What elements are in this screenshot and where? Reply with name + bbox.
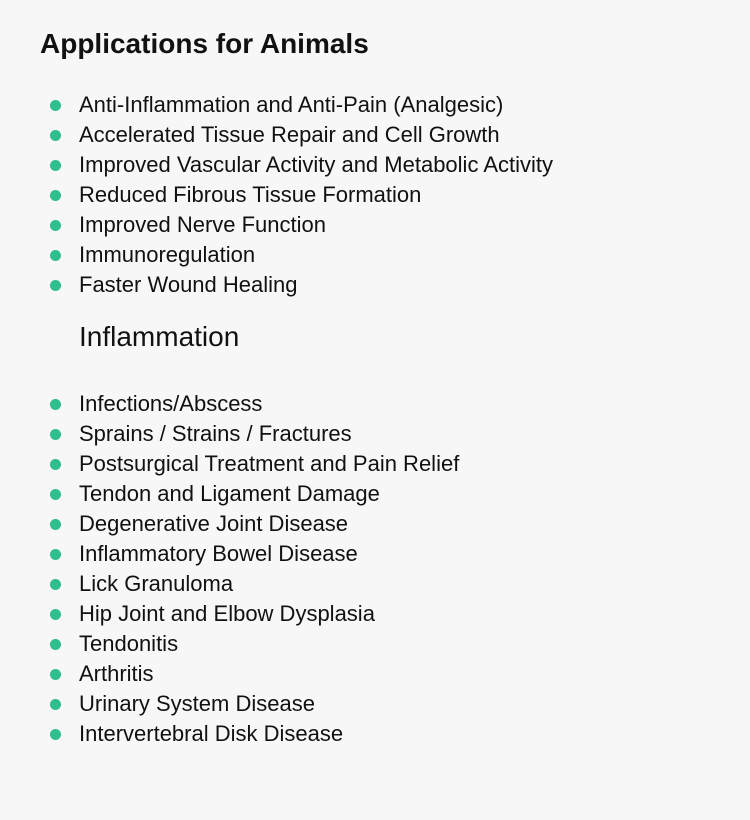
bullet-dot-icon [50, 130, 61, 141]
bullet-dot-icon [50, 250, 61, 261]
list-item-text: Infections/Abscess [79, 391, 263, 416]
list-item-text: Arthritis [79, 661, 154, 686]
list-item-text: Hip Joint and Elbow Dysplasia [79, 601, 375, 626]
list-item-text: Improved Nerve Function [79, 212, 326, 237]
bullet-dot-icon [50, 519, 61, 530]
list-item-text: Lick Granuloma [79, 571, 234, 596]
list-item-text: Sprains / Strains / Fractures [79, 421, 352, 446]
bullet-dot-icon [50, 669, 61, 680]
bullet-dot-icon [50, 100, 61, 111]
list-item-text: Intervertebral Disk Disease [79, 721, 344, 746]
list-item-text: Tendon and Ligament Damage [79, 481, 380, 506]
bullet-dot-icon [50, 609, 61, 620]
page-title: Applications for Animals [40, 28, 369, 59]
list-item-text: Improved Vascular Activity and Metabolic Activity [79, 152, 554, 177]
list-item-text: Immunoregulation [79, 242, 256, 267]
list-item-text: Degenerative Joint Disease [79, 511, 349, 536]
list-item-text: Reduced Fibrous Tissue Formation [79, 182, 422, 207]
bullet-dot-icon [50, 579, 61, 590]
list-item-text: Postsurgical Treatment and Pain Relief [79, 451, 460, 476]
list-item-text: Faster Wound Healing [79, 272, 298, 297]
list-item-text: Anti-Inflammation and Anti-Pain (Analgesic) [79, 92, 504, 117]
list-item-text: Accelerated Tissue Repair and Cell Growth [79, 122, 500, 147]
bullet-dot-icon [50, 220, 61, 231]
bullet-dot-icon [50, 549, 61, 560]
list-item-text: Inflammatory Bowel Disease [79, 541, 358, 566]
bullet-dot-icon [50, 429, 61, 440]
bullet-dot-icon [50, 639, 61, 650]
bullet-dot-icon [50, 280, 61, 291]
bullet-dot-icon [50, 399, 61, 410]
bullet-dot-icon [50, 699, 61, 710]
bullet-dot-icon [50, 160, 61, 171]
bullet-dot-icon [50, 489, 61, 500]
bullet-dot-icon [50, 459, 61, 470]
list-item-text: Urinary System Disease [79, 691, 315, 716]
bullet-dot-icon [50, 729, 61, 740]
bullet-dot-icon [50, 190, 61, 201]
inflammation-heading: Inflammation [79, 321, 240, 352]
list-item-text: Tendonitis [79, 631, 179, 656]
